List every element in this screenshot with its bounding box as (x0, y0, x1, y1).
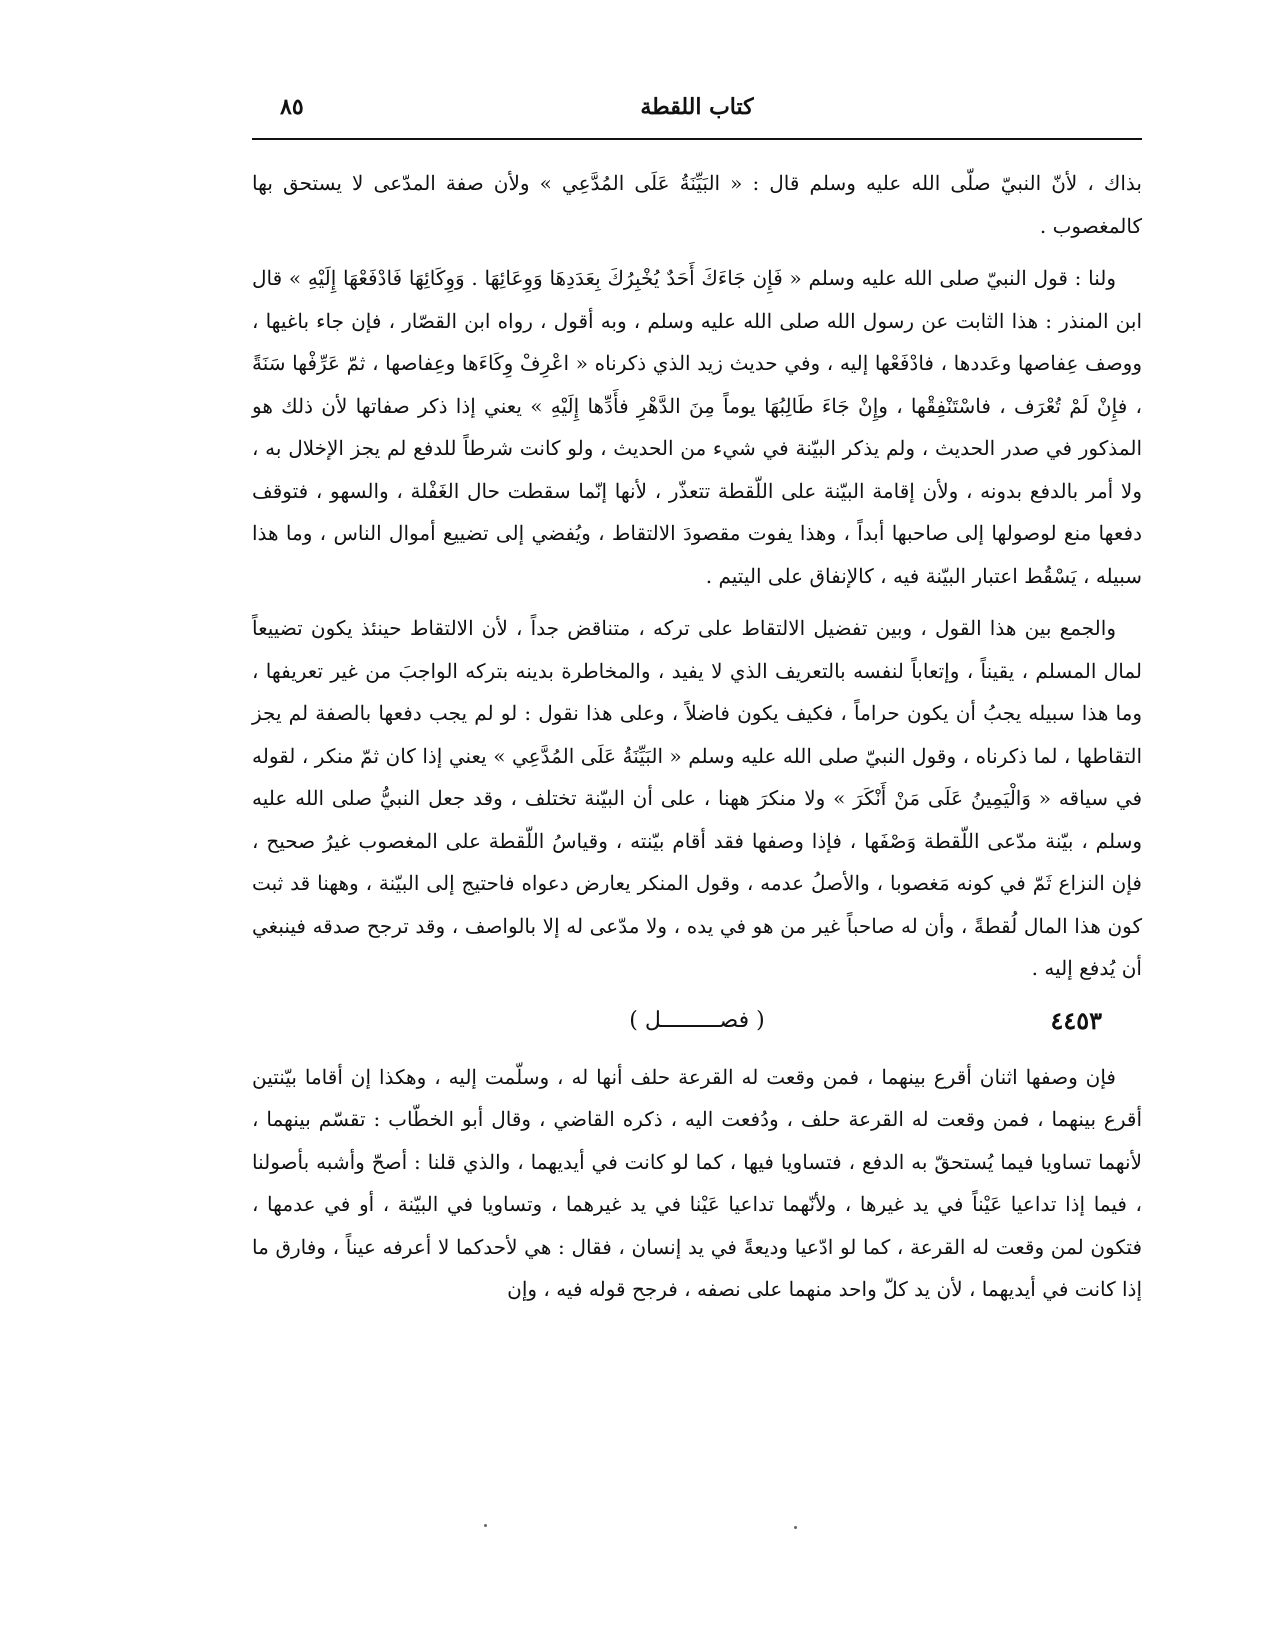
section-title: ( فصـــــــــل ) (629, 1007, 765, 1033)
section-number: ٤٤٥٣ (1050, 1005, 1102, 1035)
footer-specks (0, 1524, 1266, 1534)
section-heading (252, 1000, 1142, 1044)
paragraph-3: والجمع بين هذا القول ، وبين تفضيل الالتقاط على تركه ، متناقض جداً ، لأن الالتقاط حينئذ يكون تضييعاً لمال المسلم ، يقيناً ، وإتعاباً لنفسه بالتعريف الذي لا يفيد ، والمخاطرة بدينه بتركه الواجبَ من غير تعريفها ، وما هذا سبيله يجبُ أن يكون حراماً ، فكيف يكون فاضلاً ، وعلى هذا نقول : لو لم يجب دفعها بالصفة لم يجز التقاطها ، لما ذكرناه ، وقول النبيّ صلى الله عليه وسلم « البَيِّنَةُ عَلَى المُدَّعِي » يعني إذا كان ثمّ منكر ، لقوله في سياقه « وَالْيَمِينُ عَلَى مَنْ أَنْكَرَ » ولا منكرَ ههنا ، على أن البيّنة تختلف ، وقد جعل النبيُّ صلى الله عليه وسلم ، بيّنة مدّعى اللّقطة وَصْفَها ، فإذا وصفها فقد أقام بيّنته ، وقياسُ اللّقطة على المغصوب غيرُ صحيح ، فإن النزاع ثَمّ في كونه مَغصوبا ، والأصلُ عدمه ، وقول المنكر يعارض دعواه فاحتيج إلى البيّنة ، وههنا قد ثبت كون هذا المال لُقطةً ، وأن له صاحباً غير من هو في يده ، ولا مدّعى له إلا بالواصف ، وقد ترجح صدقه فينبغي أن يُدفع إليه . (252, 616, 1142, 980)
page-header (252, 92, 1142, 138)
paragraph-2: ولنا : قول النبيّ صلى الله عليه وسلم « فَإِن جَاءَكَ أَحَدٌ يُخْبِرُكَ بِعَدَدِهَا وَوِعَائِهَا . وَوِكَائِهَا فَادْفَعْهَا إِلَيْهِ » قال ابن المنذر : هذا الثابت عن رسول الله صلى الله عليه وسلم ، وبه أقول ، رواه ابن القصّار ، فإن جاء باغيها ، ووصف عِفاصها وعَددها ، فادْفَعْها إليه ، وفي حديث زيد الذي ذكرناه « اعْرِفْ وِكَاءَها وعِفاصها ، ثمّ عَرِّفْها سَنَةً ، فإِنْ لَمْ تُعْرَف ، فاسْتَنْفِقْها ، وإِنْ جَاءَ طَالِبُهَا يوماً مِنَ الدَّهْرِ فأَدِّها إِلَيْهِ » يعني إذا ذكر صفاتها لأن ذلك هو المذكور في صدر الحديث ، ولم يذكر البيّنة في شيء من الحديث ، ولو كانت شرطاً للدفع لم يجز الإخلال به ، ولا أمر بالدفع بدونه ، ولأن إقامة البيّنة على اللّقطة تتعذّر ، لأنها إنّما سقطت حال الغَفْلة ، والسهو ، فتوقف دفعها منع لوصولها إلى صاحبها أبداً ، وهذا يفوت مقصودَ الالتقاط ، ويُفضي إلى تضييع أموال الناس ، وما هذا سبيله ، يَسْقُط اعتبار البيّنة فيه ، كالإنفاق على اليتيم . (252, 266, 1142, 588)
speck-2 (794, 1526, 797, 1529)
document-page (252, 92, 1142, 1321)
paragraph-1: بذاك ، لأنّ النبيّ صلّى الله عليه وسلم قال : « البَيِّنَةُ عَلَى المُدَّعِي » ولأن صفة المدّعى لا يستحق بها كالمغصوب . (252, 171, 1142, 238)
document-body (252, 162, 1142, 1311)
section-paragraph-1: فإن وصفها اثنان أقرع بينهما ، فمن وقعت له القرعة حلف أنها له ، وسلّمت إليه ، وهكذا إن أقاما بيّنتين أقرع بينهما ، فمن وقعت له القرعة حلف ، ودُفعت اليه ، ذكره القاضي ، وقال أبو الخطّاب : تقسّم بينهما ، لأنهما تساويا فيما يُستحقّ به الدفع ، فتساويا فيها ، كما لو كانت في أيديهما ، والذي قلنا : أصحّ وأشبه بأصولنا ، فيما إذا تداعيا عَيْناً في يد غيرها ، ولأنّهما تداعيا عَيْنا في يد غيرهما ، وتساويا في البيّنة ، أو في عدمها ، فتكون لمن وقعت له القرعة ، كما لو ادّعيا وديعةً في يد إنسان ، فقال : هي لأحدكما لا أعرفه عيناً ، وفارق ما إذا كانت في أيديهما ، لأن يد كلّ واحد منهما على نصفه ، فرجح قوله فيه ، وإن (252, 1064, 1142, 1301)
running-title: كتاب اللقطة (640, 94, 754, 120)
page-number: ٨٥ (280, 94, 304, 120)
speck-1 (484, 1524, 487, 1527)
header-rule (252, 138, 1142, 140)
